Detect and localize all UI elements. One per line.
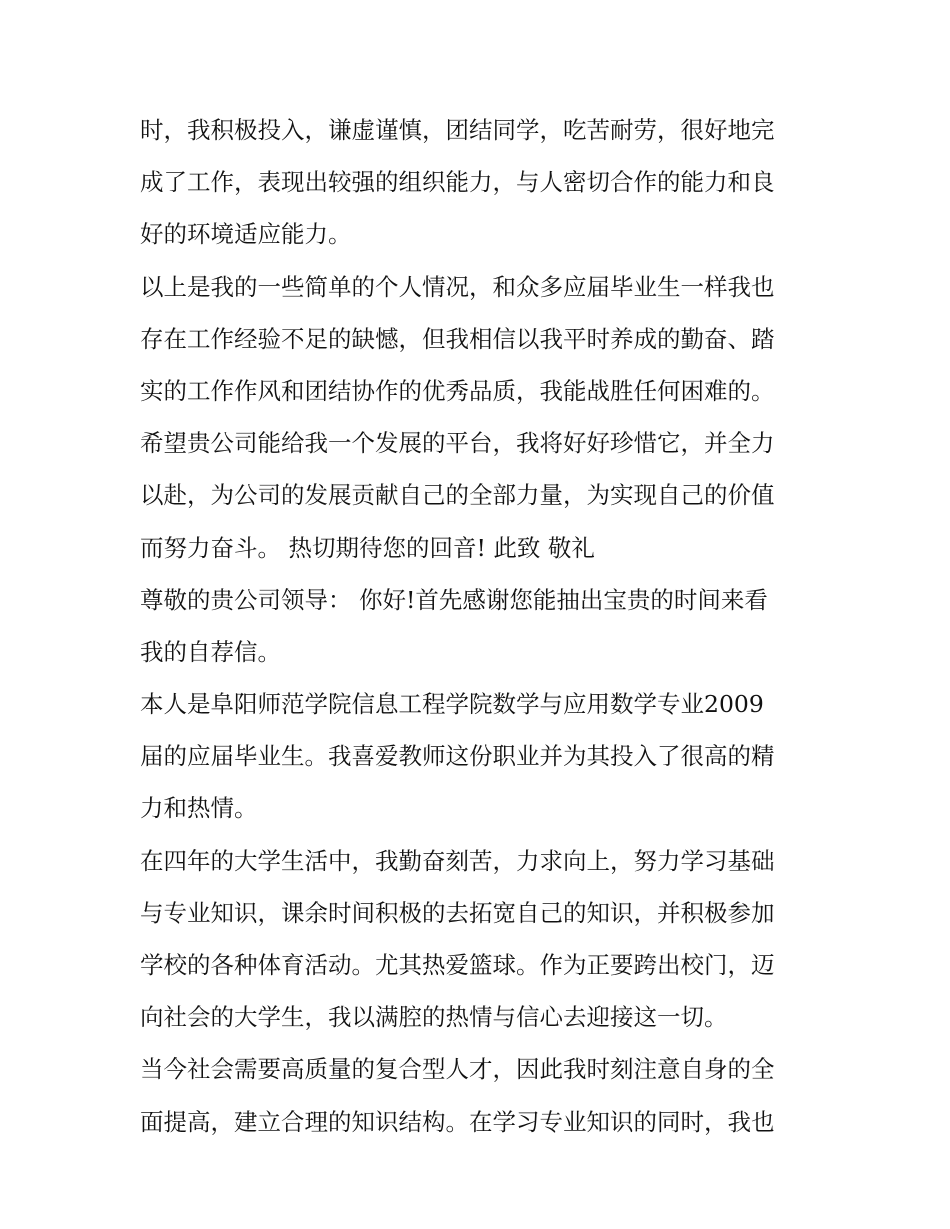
text-line: 以赴，为公司的发展贡献自己的全部力量，为实现自己的价值 [140,481,775,510]
text-line: 而努力奋斗。 热切期待您的回音! 此致 敬礼 [140,533,595,562]
text-line: 力和热情。 [140,794,258,823]
text-line: 面提高，建立合理的知识结构。在学习专业知识的同时，我也 [140,1107,775,1136]
text-line: 时，我积极投入，谦虚谨慎，团结同学，吃苦耐劳，很好地完 [140,116,775,144]
text-line: 向社会的大学生，我以满腔的热情与信心去迎接这一切。 [140,1003,728,1032]
text-line: 好的环境适应能力。 [140,220,352,249]
text-line: 希望贵公司能给我一个发展的平台，我将好好珍惜它，并全力 [140,429,775,458]
text-line: 届的应届毕业生。我喜爱教师这份职业并为其投入了很高的精 [140,742,775,771]
document-page [140,104,820,1148]
text-line: 尊敬的贵公司领导： 你好!首先感谢您能抽出宝贵的时间来看 [140,585,768,614]
text-line: 学校的各种体育活动。尤其热爱篮球。作为正要跨出校门，迈 [140,951,775,979]
text-line: 实的工作作风和团结协作的优秀品质，我能战胜任何困难的。 [140,376,775,405]
text-line: 在四年的大学生活中，我勤奋刻苦，力求向上，努力学习基础 [140,846,775,875]
text-line: 本人是阜阳师范学院信息工程学院数学与应用数学专业2009 [140,690,764,719]
text-line: 存在工作经验不足的缺憾，但我相信以我平时养成的勤奋、踏 [140,324,775,353]
text-line: 我的自荐信。 [140,637,281,666]
text-line: 以上是我的一些简单的个人情况，和众多应届毕业生一样我也 [140,272,775,301]
text-line: 成了工作，表现出较强的组织能力，与人密切合作的能力和良 [140,168,775,197]
text-line: 与专业知识，课余时间积极的去拓宽自己的知识，并积极参加 [140,898,775,927]
text-line: 当今社会需要高质量的复合型人才，因此我时刻注意自身的全 [140,1055,775,1084]
